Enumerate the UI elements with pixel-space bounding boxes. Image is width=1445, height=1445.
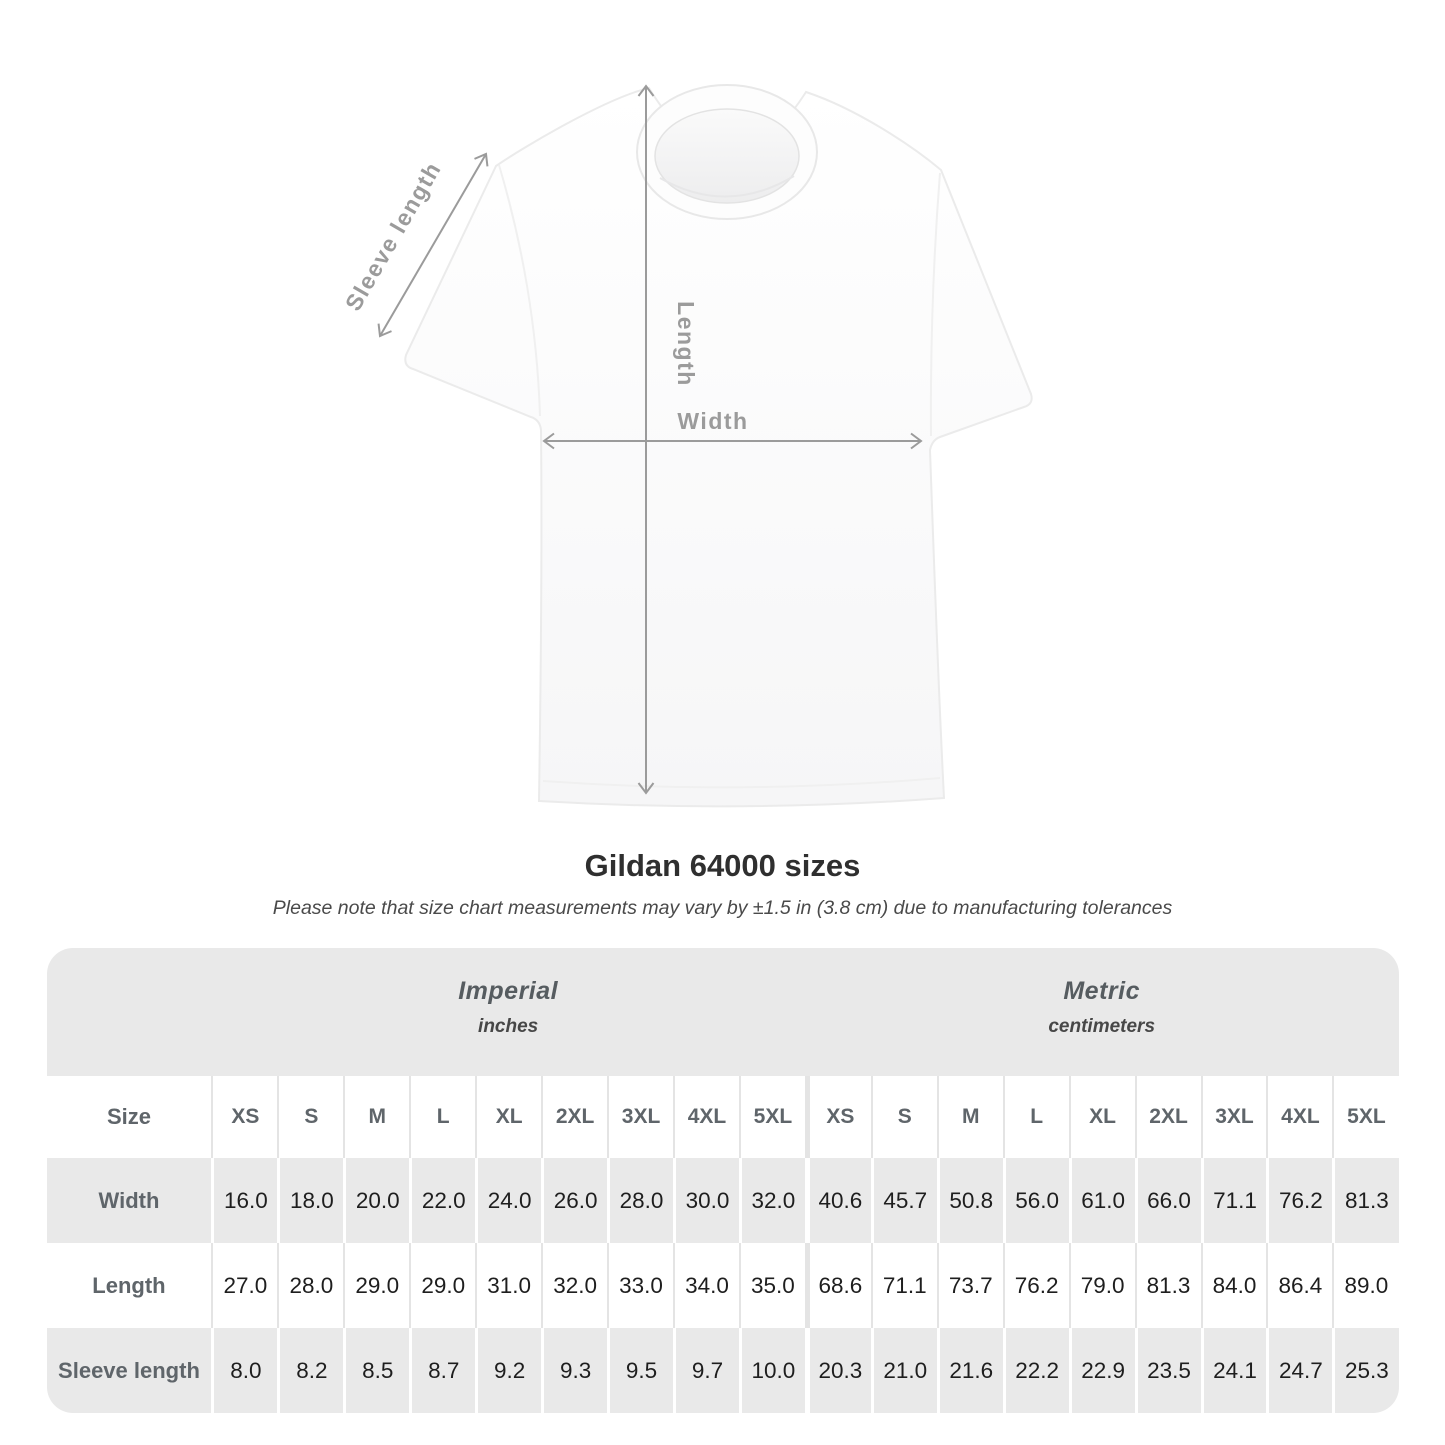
measurement-cell: 18.0 xyxy=(277,1158,343,1243)
measurement-cell: 84.0 xyxy=(1201,1243,1267,1328)
measurement-cell: 56.0 xyxy=(1003,1158,1069,1243)
size-chart-table-container xyxy=(47,948,1399,1413)
size-column-header-metric-2xl: 2XL xyxy=(1135,1076,1201,1158)
measurement-cell: 28.0 xyxy=(607,1158,673,1243)
table-corner xyxy=(47,948,212,1076)
measurement-cell: 21.0 xyxy=(871,1328,937,1413)
sleeve-length-label: Sleeve length xyxy=(339,156,447,316)
measurement-cell: 21.6 xyxy=(937,1328,1003,1413)
measurement-cell: 32.0 xyxy=(541,1243,607,1328)
size-column-header-imperial-xl: XL xyxy=(475,1076,541,1158)
size-corner-header: Size xyxy=(47,1076,212,1158)
measurement-cell: 24.0 xyxy=(475,1158,541,1243)
measurement-cell: 71.1 xyxy=(1201,1158,1267,1243)
size-column-header-metric-xl: XL xyxy=(1069,1076,1135,1158)
row-label: Length xyxy=(47,1243,212,1328)
size-column-header-imperial-s: S xyxy=(277,1076,343,1158)
measurement-cell: 8.5 xyxy=(343,1328,409,1413)
collar-inner xyxy=(655,109,799,203)
measurement-cell: 8.7 xyxy=(409,1328,475,1413)
measurement-row-length xyxy=(47,1243,1399,1328)
measurement-cell: 9.7 xyxy=(673,1328,739,1413)
size-column-header-metric-m: M xyxy=(937,1076,1003,1158)
measurement-cell: 22.2 xyxy=(1003,1328,1069,1413)
size-column-header-metric-3xl: 3XL xyxy=(1201,1076,1267,1158)
measurement-cell: 20.0 xyxy=(343,1158,409,1243)
measurement-cell: 45.7 xyxy=(871,1158,937,1243)
measurement-cell: 16.0 xyxy=(211,1158,277,1243)
measurement-cell: 32.0 xyxy=(739,1158,805,1243)
imperial-group-unit: inches xyxy=(478,1015,539,1037)
size-column-header-imperial-4xl: 4XL xyxy=(673,1076,739,1158)
measurement-cell: 24.7 xyxy=(1266,1328,1332,1413)
measurement-cell: 30.0 xyxy=(673,1158,739,1243)
size-column-header-imperial-5xl: 5XL xyxy=(739,1076,805,1158)
measurement-cell: 34.0 xyxy=(673,1243,739,1328)
measurement-cell: 9.2 xyxy=(475,1328,541,1413)
measurement-row-sleeve-length xyxy=(47,1328,1399,1413)
size-column-header-imperial-2xl: 2XL xyxy=(541,1076,607,1158)
width-label: Width xyxy=(677,408,749,434)
measurement-cell: 25.3 xyxy=(1332,1328,1398,1413)
measurement-rows xyxy=(47,1158,1399,1413)
unit-group-row xyxy=(47,948,1399,1076)
measurement-cell: 79.0 xyxy=(1069,1243,1135,1328)
size-column-header-metric-s: S xyxy=(871,1076,937,1158)
size-column-header-metric-5xl: 5XL xyxy=(1332,1076,1398,1158)
row-label: Sleeve length xyxy=(47,1328,212,1413)
size-column-header-metric-4xl: 4XL xyxy=(1266,1076,1332,1158)
measurement-cell: 10.0 xyxy=(739,1328,805,1413)
size-chart-table xyxy=(47,948,1399,1413)
measurement-cell: 9.3 xyxy=(541,1328,607,1413)
measurement-cell: 29.0 xyxy=(409,1243,475,1328)
measurement-cell: 40.6 xyxy=(805,1158,871,1243)
measurement-cell: 8.0 xyxy=(211,1328,277,1413)
size-column-header-imperial-xs: XS xyxy=(211,1076,277,1158)
measurement-cell: 8.2 xyxy=(277,1328,343,1413)
measurement-cell: 68.6 xyxy=(805,1243,871,1328)
measurement-cell: 61.0 xyxy=(1069,1158,1135,1243)
measurement-cell: 33.0 xyxy=(607,1243,673,1328)
measurement-cell: 31.0 xyxy=(475,1243,541,1328)
metric-group-header xyxy=(805,948,1399,1076)
row-label: Width xyxy=(47,1158,212,1243)
page-title: Gildan 64000 sizes xyxy=(584,848,861,883)
size-column-header-imperial-l: L xyxy=(409,1076,475,1158)
measurement-cell: 28.0 xyxy=(277,1243,343,1328)
measurement-cell: 29.0 xyxy=(343,1243,409,1328)
measurement-cell: 86.4 xyxy=(1266,1243,1332,1328)
size-column-header-imperial-m: M xyxy=(343,1076,409,1158)
measurement-cell: 23.5 xyxy=(1135,1328,1201,1413)
tolerance-note: Please note that size chart measurements may vary by ±1.5 in (3.8 cm) due to manufacturing tolerances xyxy=(272,897,1173,919)
size-header-row xyxy=(47,1076,1399,1158)
measurement-cell: 24.1 xyxy=(1201,1328,1267,1413)
measurement-cell: 71.1 xyxy=(871,1243,937,1328)
measurement-cell: 27.0 xyxy=(211,1243,277,1328)
measurement-cell: 50.8 xyxy=(937,1158,1003,1243)
size-column-header-metric-xs: XS xyxy=(805,1076,871,1158)
measurement-cell: 22.0 xyxy=(409,1158,475,1243)
measurement-cell: 81.3 xyxy=(1135,1243,1201,1328)
size-column-header-metric-l: L xyxy=(1003,1076,1069,1158)
imperial-group-header xyxy=(211,948,804,1076)
measurement-cell: 35.0 xyxy=(739,1243,805,1328)
measurement-cell: 26.0 xyxy=(541,1158,607,1243)
length-label: Length xyxy=(673,301,699,387)
measurement-row-width xyxy=(47,1158,1399,1243)
metric-group-title: Metric xyxy=(1063,976,1140,1005)
measurement-cell: 66.0 xyxy=(1135,1158,1201,1243)
imperial-group-title: Imperial xyxy=(458,976,559,1005)
measurement-cell: 76.2 xyxy=(1266,1158,1332,1243)
measurement-cell: 9.5 xyxy=(607,1328,673,1413)
metric-group-unit: centimeters xyxy=(1048,1015,1156,1037)
measurement-cell: 20.3 xyxy=(805,1328,871,1413)
measurement-cell: 89.0 xyxy=(1332,1243,1398,1328)
measurement-cell: 76.2 xyxy=(1003,1243,1069,1328)
measurement-cell: 73.7 xyxy=(937,1243,1003,1328)
measurement-cell: 81.3 xyxy=(1332,1158,1398,1243)
tshirt-graphic xyxy=(405,85,1031,806)
measurement-cell: 22.9 xyxy=(1069,1328,1135,1413)
size-column-header-imperial-3xl: 3XL xyxy=(607,1076,673,1158)
